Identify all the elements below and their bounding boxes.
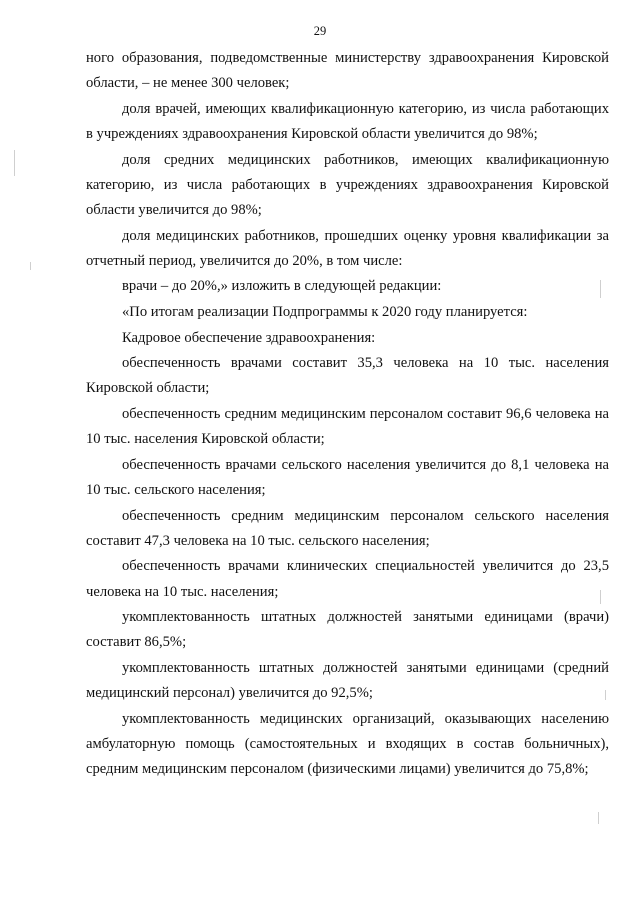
paragraph-4: доля медицинских работников, прошедших оценку уровня квалификации за отчетный период, увеличится до 20%, в том числе: <box>86 227 609 269</box>
paragraph-10: обеспеченность врачами сельского населения увеличится до 8,1 человека на 10 тыс. сельского населения; <box>86 456 609 498</box>
body-text <box>86 46 609 783</box>
paragraph-9: обеспеченность средним медицинским персоналом составит 96,6 человека на 10 тыс. населения Кировской области; <box>86 405 609 448</box>
scan-artifact <box>598 812 599 824</box>
scan-artifact <box>600 590 601 604</box>
paragraph-13: укомплектованность штатных должностей занятыми единицами (врачи) составит 86,5%; <box>86 609 609 651</box>
scan-artifact <box>14 150 15 176</box>
paragraph-5: врачи – до 20%,» изложить в следующей редакции: <box>122 278 442 295</box>
paragraph-3: доля средних медицинских работников, имеющих квалификационную категорию, из числа работающих в учреждениях здравоохранения Кировской области увеличится до 98%; <box>86 151 609 218</box>
page-number: 29 <box>313 24 327 38</box>
paragraph-14: укомплектованность штатных должностей занятыми единицами (средний медицинский персонал) увеличится до 92,5%; <box>86 659 609 702</box>
paragraph-1: ного образования, подведомственные министерству здравоохранения Кировской области, – не менее 300 человек; <box>86 50 609 92</box>
paragraph-7: Кадровое обеспечение здравоохранения: <box>122 329 376 346</box>
scan-artifact <box>605 690 606 700</box>
scan-artifact <box>30 262 31 270</box>
paragraph-8: обеспеченность врачами составит 35,3 человека на 10 тыс. населения Кировской области; <box>86 355 609 397</box>
paragraph-11: обеспеченность средним медицинским персоналом сельского населения составит 47,3 человека на 10 тыс. сельского населения; <box>86 507 609 549</box>
paragraph-15: укомплектованность медицинских организаций, оказывающих населению амбулаторную помощь (самостоятельных и входящих в состав больничных), средним медицинским персоналом (физическими лицами) увеличится до 75,8%; <box>86 710 609 778</box>
paragraph-6: «По итогам реализации Подпрограммы к 2020 году планируется: <box>122 303 528 320</box>
paragraph-2: доля врачей, имеющих квалификационную категорию, из числа работающих в учреждениях здравоохранения Кировской области увеличится до 98%; <box>86 100 609 142</box>
paragraph-12: обеспеченность врачами клинических специальностей увеличится до 23,5 человека на 10 тыс. населения; <box>86 558 609 600</box>
scan-artifact <box>600 280 601 298</box>
